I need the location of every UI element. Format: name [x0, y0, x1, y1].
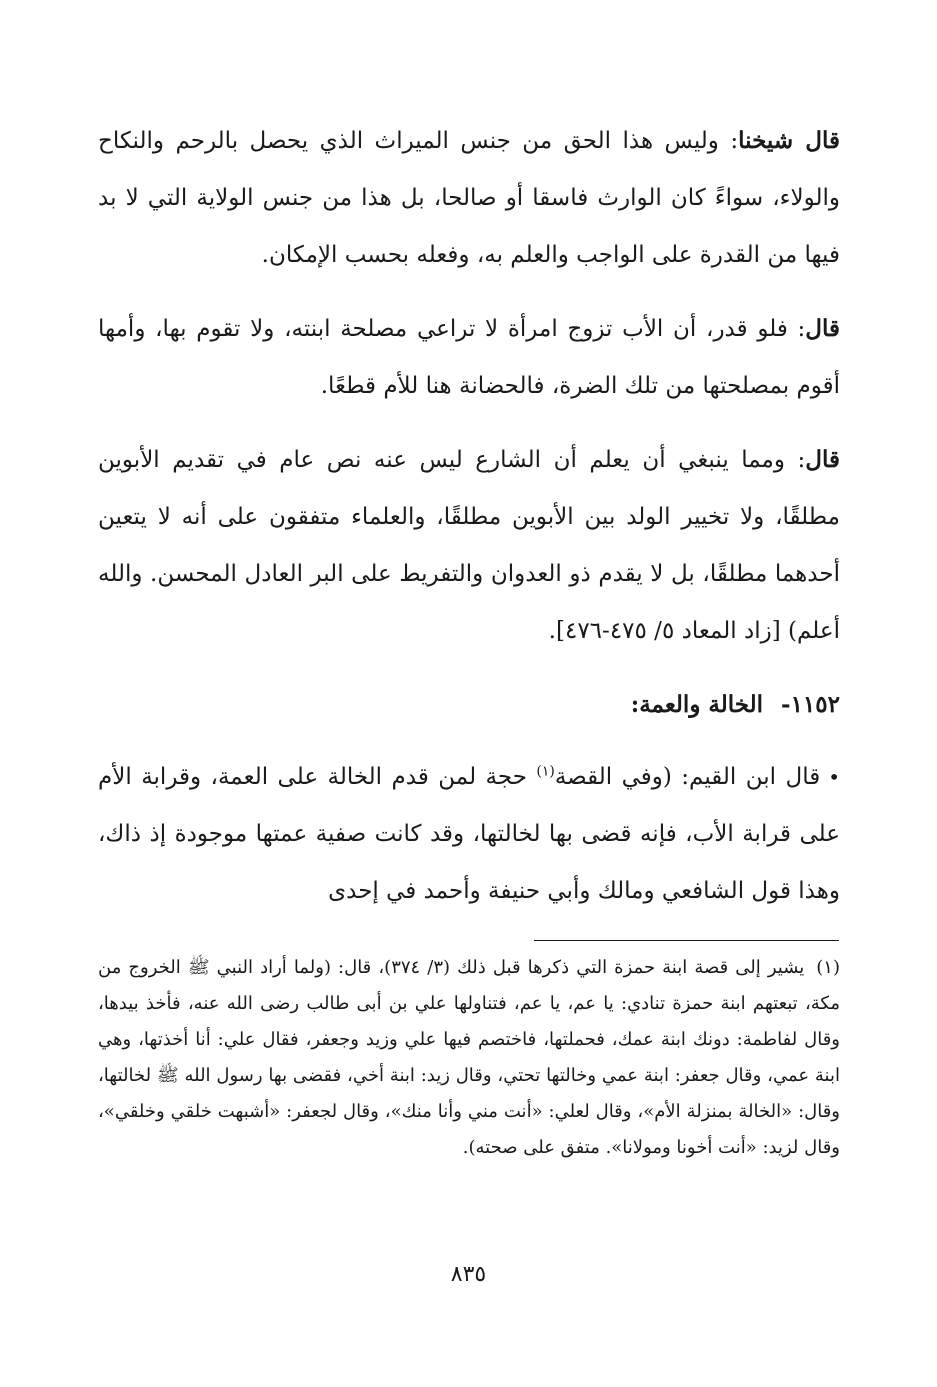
paragraph-1-lead: قال شيخنا [738, 127, 840, 154]
paragraph-2-lead: قال [805, 315, 840, 342]
footnote-text: يشير إلى قصة ابنة حمزة التي ذكرها قبل ذلك (٣/ ٣٧٤)، قال: (ولما أراد النبي ﷺ الخروج من مكة، تبعتهم ابنة حمزة تنادي: يا عم، يا عم، فتناولها علي بن أبى طالب رضى الله عنه، فأخذ بيدها، وقال لفاطمة: دونك ابنة عمك، فحملتها، فاختصم فيها علي وزيد وجعفر، فقال علي: أنا أخذتها، وهي ابنة عمي، وقال جعفر: ابنة عمي وخالتها تحتي، وقال زيد: ابنة أخي، فقضى بها رسول الله ﷺ لخالتها، وقال: «الخالة بمنزلة الأم»، وقال لعلي: «أنت مني وأنا منك»، وقال لجعفر: «أشبهت خلقي وخلقي»، وقال لزيد: «أنت أخونا ومولانا». متفق على صحته). [98, 957, 840, 1158]
paragraph-1 [98, 112, 840, 284]
section-title: الخالة والعمة: [630, 691, 764, 718]
paragraph-3 [98, 431, 840, 660]
paragraph-2 [98, 300, 840, 415]
main-text-block [98, 112, 840, 936]
bullet-icon: • [828, 765, 841, 789]
paragraph-3-text: : ومما ينبغي أن يعلم أن الشارع ليس عنه نص عام في تقديم الأبوين مطلقًا، ولا تخيير الولد بين الأبوين مطلقًا، والعلماء متفقون على أنه لا يتعين أحدهما مطلقًا، بل لا يقدم ذو العدوان والتفريط على البر العادل المحسن. والله أعلم) [زاد المعاد ٥/ ٤٧٥-٤٧٦]. [98, 447, 840, 644]
footnote-divider [534, 940, 839, 941]
bullet-text-after: حجة لمن قدم الخالة على العمة، وقرابة الأم على قرابة الأب، فإنه قضى بها لخالتها، وقد كانت صفية عمتها موجودة إذ ذاك، وهذا قول الشافعي ومالك وأبي حنيفة وأحمد في إحدى [98, 764, 840, 904]
paragraph-2-text: : فلو قدر، أن الأب تزوج امرأة لا تراعي مصلحة ابنته، ولا تقوم بها، وأمها أقوم بمصلحتها من تلك الضرة، فالحضانة هنا للأم قطعًا. [98, 316, 840, 399]
footnote-reference[interactable]: (١) [536, 763, 555, 780]
footnote-number: (١) [816, 957, 840, 978]
paragraph-1-text: : وليس هذا الحق من جنس الميراث الذي يحصل بالرحم والنكاح والولاء، سواءً كان الوارث فاسقا أو صالحا، بل هذا من جنس الولاية التي لا بد فيها من القدرة على الواجب والعلم به، وفعله بحسب الإمكان. [98, 128, 840, 268]
section-number: ١١٥٢- [781, 691, 840, 718]
bullet-text-before: قال ابن القيم: (وفي القصة [554, 764, 821, 790]
section-heading [98, 676, 840, 733]
page-number: ٨٣٥ [450, 1262, 487, 1287]
bullet-paragraph [98, 749, 840, 920]
footnote-block [98, 950, 840, 1166]
paragraph-3-lead: قال [805, 446, 840, 473]
